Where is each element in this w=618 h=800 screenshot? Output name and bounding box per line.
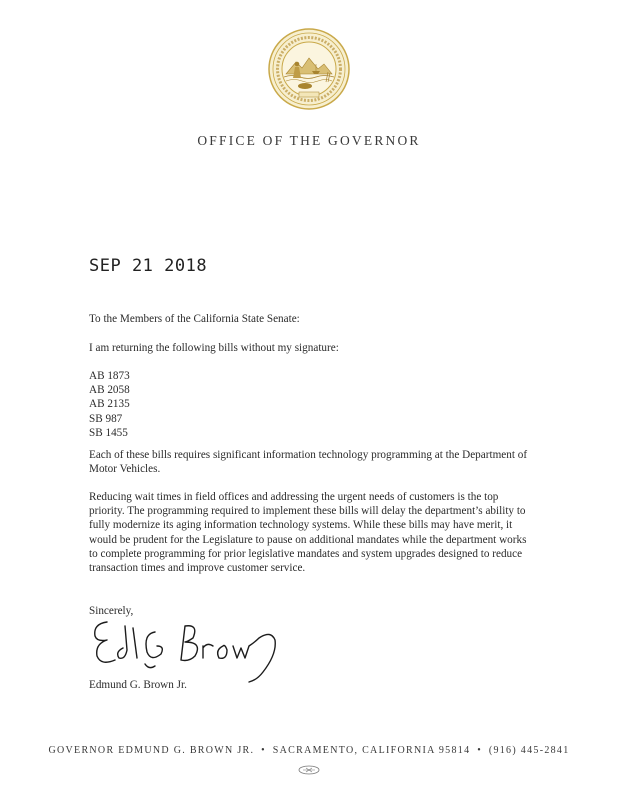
body-paragraph-1: Each of these bills requires significant information technology programming at the Department of Motor Vehicles. [89, 449, 528, 476]
letterhead-title: OFFICE OF THE GOVERNOR [197, 133, 421, 148]
recycled-paper-icon [298, 765, 320, 775]
signature-image [85, 612, 285, 684]
bill-item: SB 987 [89, 412, 123, 425]
salutation: To the Members of the California State Senate: [89, 313, 300, 325]
closing: Sincerely, [89, 605, 134, 617]
footer-separator: • [477, 745, 483, 756]
bill-item: AB 2135 [89, 398, 130, 411]
bill-item: AB 1873 [89, 370, 130, 382]
signer-name: Edmund G. Brown Jr. [89, 679, 187, 691]
footer-address: SACRAMENTO, CALIFORNIA 95814 [272, 745, 471, 756]
footer-separator: • [261, 745, 266, 756]
footer-governor-name: GOVERNOR EDMUND G. BROWN JR. [48, 745, 255, 756]
bill-item: SB 1455 [89, 426, 128, 439]
received-date-stamp: SEP 21 2018 [89, 256, 208, 276]
bill-item: AB 2058 [89, 384, 130, 397]
intro-paragraph: I am returning the following bills without my signature: [89, 342, 339, 354]
state-seal-icon [268, 28, 350, 110]
letterhead-footer [0, 745, 618, 756]
footer-phone: (916) 445-2841 [488, 745, 570, 756]
body-paragraph-2: Reducing wait times in field offices and addressing the urgent needs of customers is the top priority. The programming required to implement these bills will delay the department’s ability to fully modernize its aging information technology systems. While these bills may have merit, it would be prudent for the Legislature to pause on additional mandates while the department works to complete programming for prior legislative mandates and system upgrades designed to reduce transaction times and improve customer service. [89, 491, 527, 575]
bill-list [89, 369, 529, 440]
